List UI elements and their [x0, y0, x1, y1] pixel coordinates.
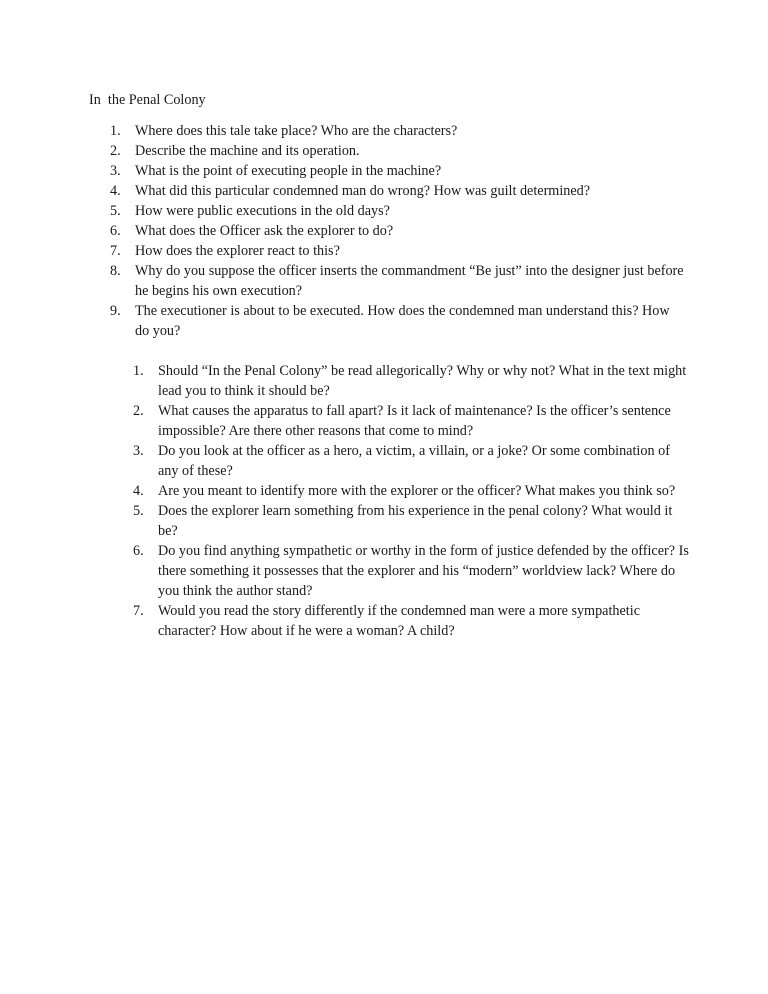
question-text: How does the explorer react to this?	[135, 243, 340, 259]
list-item	[110, 121, 690, 141]
item-number: 2.	[133, 403, 144, 419]
question-text: The executioner is about to be executed. How does the condemned man understand this? How do you?	[135, 303, 670, 339]
question-text: What causes the apparatus to fall apart? Is it lack of maintenance? Is the officer’s sentence impossible? Are there other reasons that come to mind?	[158, 403, 671, 439]
item-number: 5.	[133, 503, 144, 519]
item-number: 8.	[110, 263, 121, 279]
list-item	[110, 221, 690, 241]
question-text: What does the Officer ask the explorer to do?	[135, 223, 394, 239]
list-item	[110, 181, 690, 201]
item-number: 6.	[133, 543, 144, 559]
item-number: 2.	[110, 143, 121, 159]
item-number: 4.	[110, 183, 121, 199]
item-number: 6.	[110, 223, 121, 239]
list-item	[110, 261, 690, 301]
question-text: Describe the machine and its operation.	[135, 143, 360, 159]
question-text: How were public executions in the old days?	[135, 203, 390, 219]
question-text: What did this particular condemned man do wrong? How was guilt determined?	[135, 183, 591, 199]
item-number: 3.	[110, 163, 121, 179]
item-number: 5.	[110, 203, 121, 219]
list-item	[133, 601, 693, 641]
list-item	[110, 201, 690, 221]
question-text: Should “In the Penal Colony” be read allegorically? Why or why not? What in the text might lead you to think it should be?	[158, 363, 687, 399]
list-item	[133, 361, 693, 401]
item-number: 3.	[133, 443, 144, 459]
list-item	[110, 301, 690, 341]
list-item	[110, 161, 690, 181]
question-text: Does the explorer learn something from his experience in the penal colony? What would it be?	[158, 503, 673, 539]
question-text: Where does this tale take place? Who are the characters?	[135, 123, 458, 139]
list-item	[133, 401, 693, 441]
item-number: 9.	[110, 303, 121, 319]
list-item	[133, 541, 693, 601]
item-number: 1.	[133, 363, 144, 379]
item-number: 7.	[110, 243, 121, 259]
question-text: What is the point of executing people in the machine?	[135, 163, 442, 179]
question-list-part1	[110, 121, 690, 341]
list-item	[133, 481, 693, 501]
list-item	[110, 141, 690, 161]
item-number: 4.	[133, 483, 144, 499]
question-text: Do you look at the officer as a hero, a victim, a villain, or a joke? Or some combination of any of these?	[158, 443, 670, 479]
question-text: Why do you suppose the officer inserts the commandment “Be just” into the designer just before he begins his own execution?	[135, 263, 684, 299]
item-number: 7.	[133, 603, 144, 619]
item-number: 1.	[110, 123, 121, 139]
list-item	[133, 441, 693, 481]
question-text: Are you meant to identify more with the explorer or the officer? What makes you think so?	[158, 483, 676, 499]
list-item	[110, 241, 690, 261]
document-title: In the Penal Colony	[89, 92, 206, 108]
list-item	[133, 501, 693, 541]
question-text: Would you read the story differently if the condemned man were a more sympathetic character? How about if he were a woman? A child?	[158, 603, 640, 639]
question-list-part2	[133, 361, 693, 641]
question-text: Do you find anything sympathetic or worthy in the form of justice defended by the officer? Is there something it possesses that the explorer and his “modern” worldview lack? Where do you think the author stand?	[158, 543, 689, 599]
